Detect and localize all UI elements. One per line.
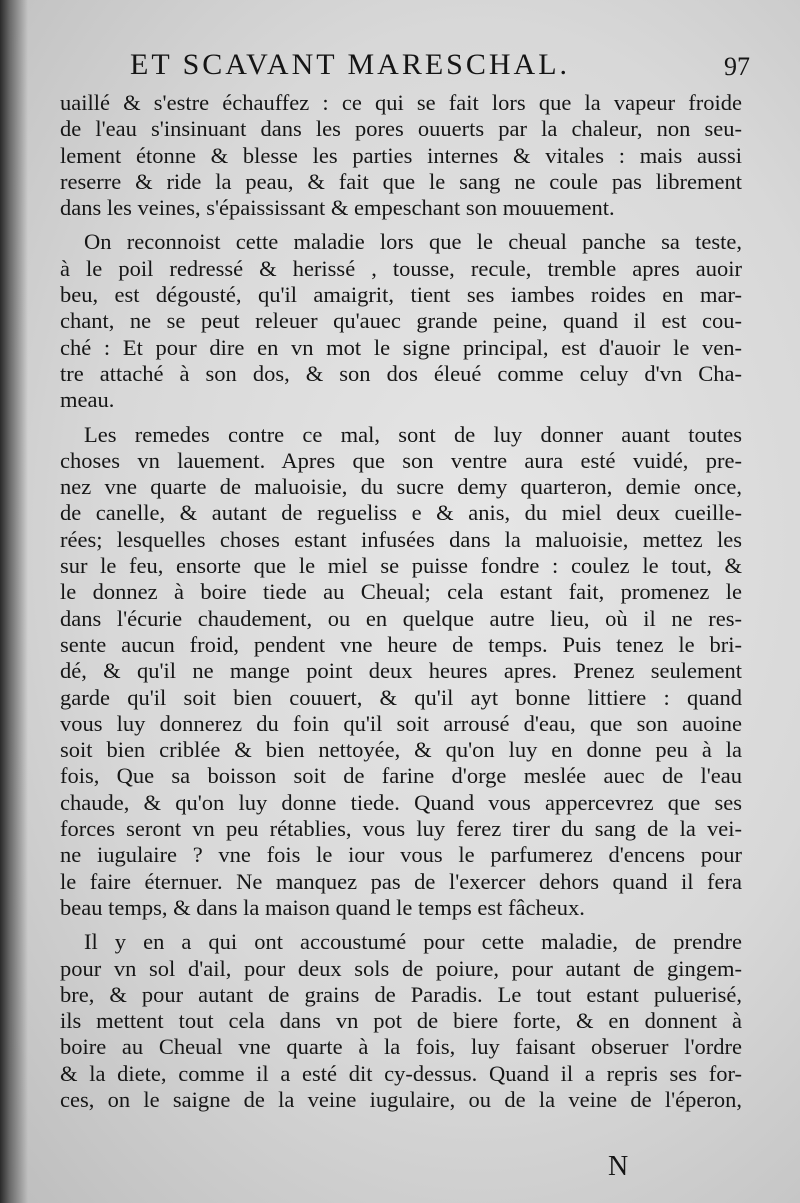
text-line: nez vne quarte de maluoisie, du sucre demy quarteron, demie once, <box>60 474 742 500</box>
text-line: ne iugulaire ? vne fois le iour vous le parfumerez d'encens pour <box>60 842 742 868</box>
text-line: tre attaché à son dos, & son dos éleué comme celuy d'vn Cha- <box>60 360 742 386</box>
text-line: Il y en a qui ont accoustumé pour cette maladie, de prendre <box>84 929 742 955</box>
text-line: dé, & qu'il ne mange point deux heures apres. Prenez seulement <box>60 658 742 684</box>
text-line: lement étonne & blesse les parties internes & vitales : mais aussi <box>60 142 742 168</box>
text-line: chaude, & qu'on luy donne tiede. Quand vous appercevrez que ses <box>60 789 742 815</box>
paragraph <box>60 422 742 922</box>
text-line: beau temps, & dans la maison quand le temps est fâcheux. <box>60 894 585 920</box>
text-line: à le poil redressé & herissé , tousse, recule, tremble apres auoir <box>60 255 742 281</box>
text-line: ces, on le saigne de la veine iugulaire, ou de la veine de l'éperon, <box>60 1086 742 1112</box>
text-line: le faire éternuer. Ne manquez pas de l'exercer dehors quand il fera <box>60 868 742 894</box>
text-line: rées; lesquelles choses estant infusées dans la maluoisie, mettez les <box>60 526 742 552</box>
paragraph-gap <box>60 921 742 929</box>
running-head: ET SCAVANT MARESCHAL. <box>130 48 571 81</box>
paragraph-gap <box>60 221 742 229</box>
text-line: vous luy donnerez du foin qu'il soit arrousé d'eau, que son auoine <box>60 710 742 736</box>
signature-mark: N <box>608 1151 629 1182</box>
text-line: & la diete, comme il a esté dit cy-dessus. Quand il a repris ses for- <box>60 1060 742 1086</box>
text-line: dans l'écurie chaudement, ou en quelque autre lieu, où il ne res- <box>60 605 742 631</box>
text-line: beu, est dégousté, qu'il amaigrit, tient ses iambes roides en mar- <box>60 282 742 308</box>
text-line: soit bien criblée & bien nettoyée, & qu'on luy en donne peu à la <box>60 737 742 763</box>
binding-shadow <box>0 0 28 1203</box>
text-line: fois, Que sa boisson soit de farine d'orge meslée auec de l'eau <box>60 763 742 789</box>
text-line: bre, & pour autant de grains de Paradis. Le tout estant puluerisé, <box>60 981 742 1007</box>
text-line: garde qu'il soit bien couuert, & qu'il ayt bonne littiere : quand <box>60 684 742 710</box>
text-line: ils mettent tout cela dans vn pot de biere forte, & en donnent à <box>60 1008 742 1034</box>
text-line: Les remedes contre ce mal, sont de luy donner auant toutes <box>84 421 742 447</box>
text-line: uaillé & s'estre échauffez : ce qui se fait lors que la vapeur froide <box>60 90 742 115</box>
text-line: ché : Et pour dire en vn mot le signe principal, est d'auoir le ven- <box>60 334 742 360</box>
text-line: On reconnoist cette maladie lors que le cheual panche sa teste, <box>84 229 742 255</box>
text-line: dans les veines, s'épaississant & empeschant son mouuement. <box>60 195 615 221</box>
paragraph <box>60 90 742 221</box>
text-line: boire au Cheual vne quarte à la fois, luy faisant obseruer l'ordre <box>60 1034 742 1060</box>
paragraph-gap <box>60 414 742 422</box>
text-line: le donnez à boire tiede au Cheual; cela estant fait, promenez le <box>60 579 742 605</box>
text-line: reserre & ride la peau, & fait que le sang ne coule pas librement <box>60 168 742 194</box>
body-text <box>60 90 742 1113</box>
text-line: forces seront vn peu rétablies, vous luy ferez tirer du sang de la vei- <box>60 816 742 842</box>
page-header <box>130 48 750 92</box>
paragraph <box>60 929 742 1113</box>
text-line: choses vn lauement. Apres que son ventre aura esté vuidé, pre- <box>60 447 742 473</box>
text-line: sente aucun froid, pendent vne heure de temps. Puis tenez le bri- <box>60 631 742 657</box>
text-line: sur le feu, ensorte que le miel se puisse fondre : coulez le tout, & <box>60 553 742 579</box>
paragraph <box>60 229 742 413</box>
text-line: meau. <box>60 387 115 413</box>
text-line: pour vn sol d'ail, pour deux sols de poiure, pour autant de gingem- <box>60 955 742 981</box>
page-number: 97 <box>724 52 750 81</box>
text-line: de canelle, & autant de regueliss e & anis, du miel deux cueille- <box>60 500 742 526</box>
text-line: chant, ne se peut releuer qu'auec grande peine, quand il est cou- <box>60 308 742 334</box>
text-line: de l'eau s'insinuant dans les pores ouuerts par la chaleur, non seu- <box>60 116 742 142</box>
